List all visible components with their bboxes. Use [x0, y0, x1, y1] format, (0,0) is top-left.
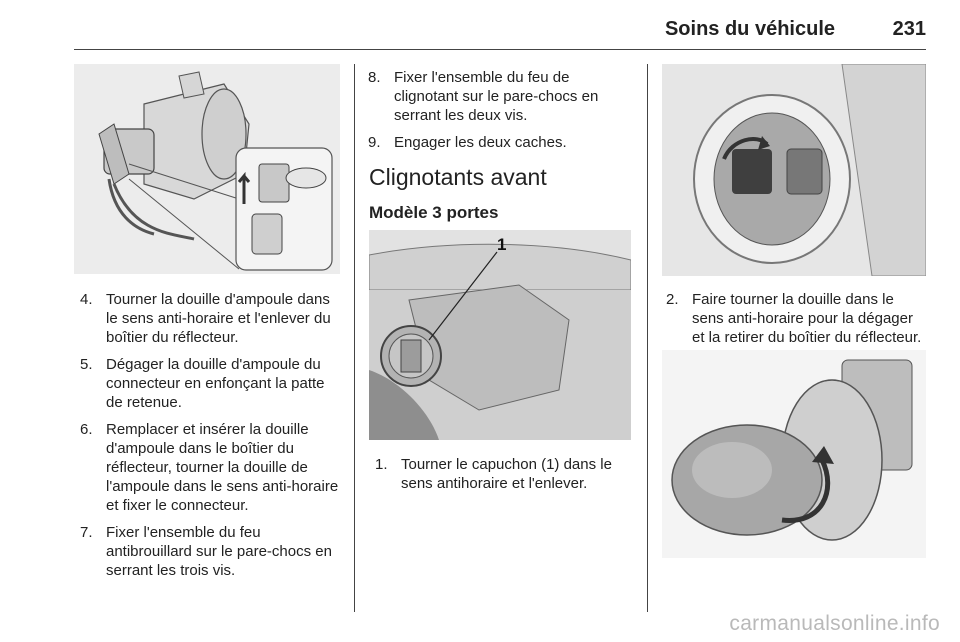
indicator-socket-photo	[662, 64, 926, 276]
step-number: 5.	[80, 356, 93, 373]
fog-light-bulb-illustration	[74, 64, 340, 274]
section-title: Clignotants avant	[369, 164, 547, 190]
step-number: 7.	[80, 524, 93, 541]
list-item	[80, 355, 342, 412]
watermark: carmanualsonline.info	[729, 612, 940, 635]
step-number: 1.	[375, 456, 388, 473]
step-number: 6.	[80, 421, 93, 438]
step-text: Tourner la douille d'ampoule dans le sens anti-horaire et l'enlever du boîtier du réflecteur.	[106, 291, 331, 346]
column-divider-left	[354, 64, 355, 612]
step-number: 8.	[368, 69, 381, 86]
subsection-title: Modèle 3 portes	[369, 203, 499, 222]
page-number: 231	[892, 18, 926, 40]
step-number: 9.	[368, 134, 381, 151]
step-text: Fixer l'ensemble du feu de clignotant sur le pare-chocs en serrant les deux vis.	[394, 69, 599, 124]
list-item	[368, 68, 634, 125]
list-item	[375, 455, 637, 493]
step-text: Faire tourner la douille dans le sens anti-horaire pour la dégager et la retirer du boîtier du réflecteur.	[692, 291, 922, 346]
step-text: Dégager la douille d'ampoule du connecteur en enfonçant la patte de retenue.	[106, 356, 325, 411]
list-item	[80, 523, 342, 580]
procedure-steps-col2-top	[368, 68, 634, 160]
list-item	[666, 290, 928, 347]
list-item	[80, 290, 342, 347]
step-number: 2.	[666, 291, 679, 308]
page-header-title: Soins du véhicule	[664, 18, 835, 40]
callout-label-1: 1	[497, 235, 507, 254]
step-text: Tourner le capuchon (1) dans le sens antihoraire et l'enlever.	[401, 456, 612, 492]
step-text: Engager les deux caches.	[394, 134, 567, 151]
step-text: Fixer l'ensemble du feu antibrouillard sur le pare-chocs en serrant les trois vis.	[106, 524, 332, 579]
header-divider	[74, 49, 926, 50]
column-divider-right	[647, 64, 648, 612]
step-text: Remplacer et insérer la douille d'ampoule dans le boîtier du réflecteur, tourner la douille de l'ampoule dans le sens anti-horaire et fixer le connecteur.	[106, 421, 339, 514]
procedure-steps-col1	[80, 290, 342, 588]
step-number: 4.	[80, 291, 93, 308]
procedure-steps-col3	[666, 290, 928, 355]
procedure-steps-col2-bottom	[375, 455, 637, 501]
indicator-bulb-illustration	[662, 350, 926, 558]
list-item	[80, 420, 342, 515]
list-item	[368, 133, 634, 152]
front-indicator-cap-photo	[369, 230, 631, 440]
